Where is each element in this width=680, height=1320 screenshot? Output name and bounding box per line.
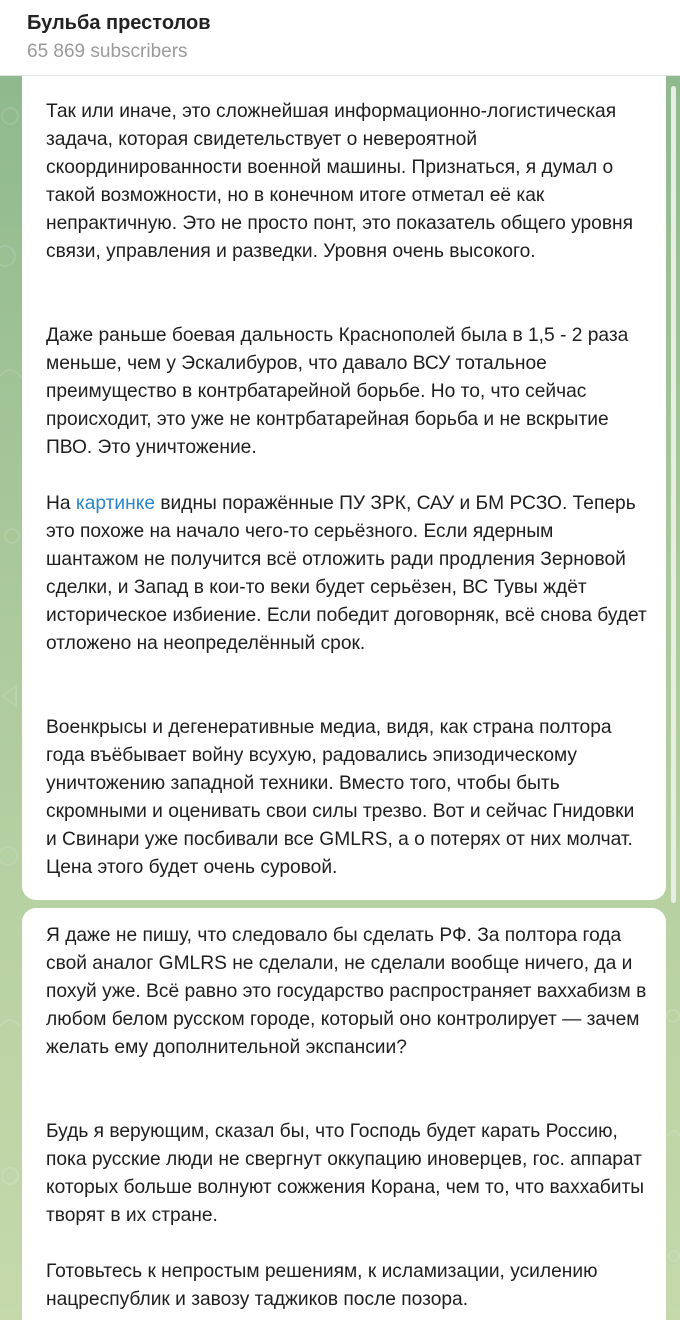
message-bubble[interactable] (22, 908, 666, 1320)
picture-link[interactable]: картинке (75, 493, 155, 514)
paragraph-prefix: На (46, 493, 71, 514)
paragraph-text: видны поражённые ПУ ЗРК, САУ и БМ РСЗО. Теперь это похоже на начало чего-то серьёзного. Если ядерным шантажом не получится всё отложить ради продления Зерновой сделки, и Запад в кои-то веки будет серьёзен, ВС Тувы ждёт историческое избиение. Если победит договорняк, всё снова будет отложено на неопределённый срок. (46, 493, 647, 654)
message-bubble[interactable] (22, 76, 666, 900)
message-paragraph: Военкрысы и дегенеративные медиа, видя, как страна полтора года въёбывает войну всухую, радовались эпизодическому уничтожению западной техники. Вместо того, чтобы быть скромными и оценивать свои силы трезво. Вот и сейчас Гнидовки и Свинари уже посбивали все GMLRS, а о потерях от них молчат. Цена этого будет очень суровой. (46, 717, 635, 878)
chat-background (0, 76, 680, 1320)
subscriber-count: 65 869 subscribers (27, 41, 188, 62)
message-paragraph: Так или иначе, это сложнейшая информационно-логистическая задача, которая свидетельствует о невероятной скоординированности военной машины. Признаться, я думал о такой возможности, но в конечном итоге отметал её как непрактичную. Это не просто понт, это показатель общего уровня связи, управления и разведки. Уровня очень высокого. (46, 101, 634, 262)
message-paragraph (46, 490, 650, 658)
channel-header[interactable] (0, 0, 680, 76)
message-paragraph: Будь я верующим, сказал бы, что Господь будет карать Россию, пока русские люди не свергнут оккупацию иноверцев, гос. аппарат которых больше волнуют сожжения Корана, чем то, что ваххабиты творят в их стране. (46, 1121, 645, 1226)
message-paragraph: Готовьтесь к непростым решениям, к исламизации, усилению нацреспублик и завозу таджиков после позора. (46, 1261, 598, 1310)
message-paragraph: Даже раньше боевая дальность Краснополей была в 1,5 - 2 раза меньше, чем у Эскалибуров, что давало ВСУ тотальное преимущество в контрбатарейной борьбе. Но то, что сейчас происходит, это уже не контрбатарейная борьба и не вскрытие ПВО. Это уничтожение. (46, 325, 629, 458)
channel-title[interactable]: Бульба престолов (27, 12, 211, 34)
scrollbar[interactable] (671, 86, 676, 903)
message-paragraph: Я даже не пишу, что следовало бы сделать РФ. За полтора года свой аналог GMLRS не сделали, не сделали вообще ничего, да и похуй уже. Всё равно это государство распространяет ваххабизм в любом белом русском городе, который оно контролирует — зачем желать ему дополнительной экспансии? (46, 925, 647, 1058)
